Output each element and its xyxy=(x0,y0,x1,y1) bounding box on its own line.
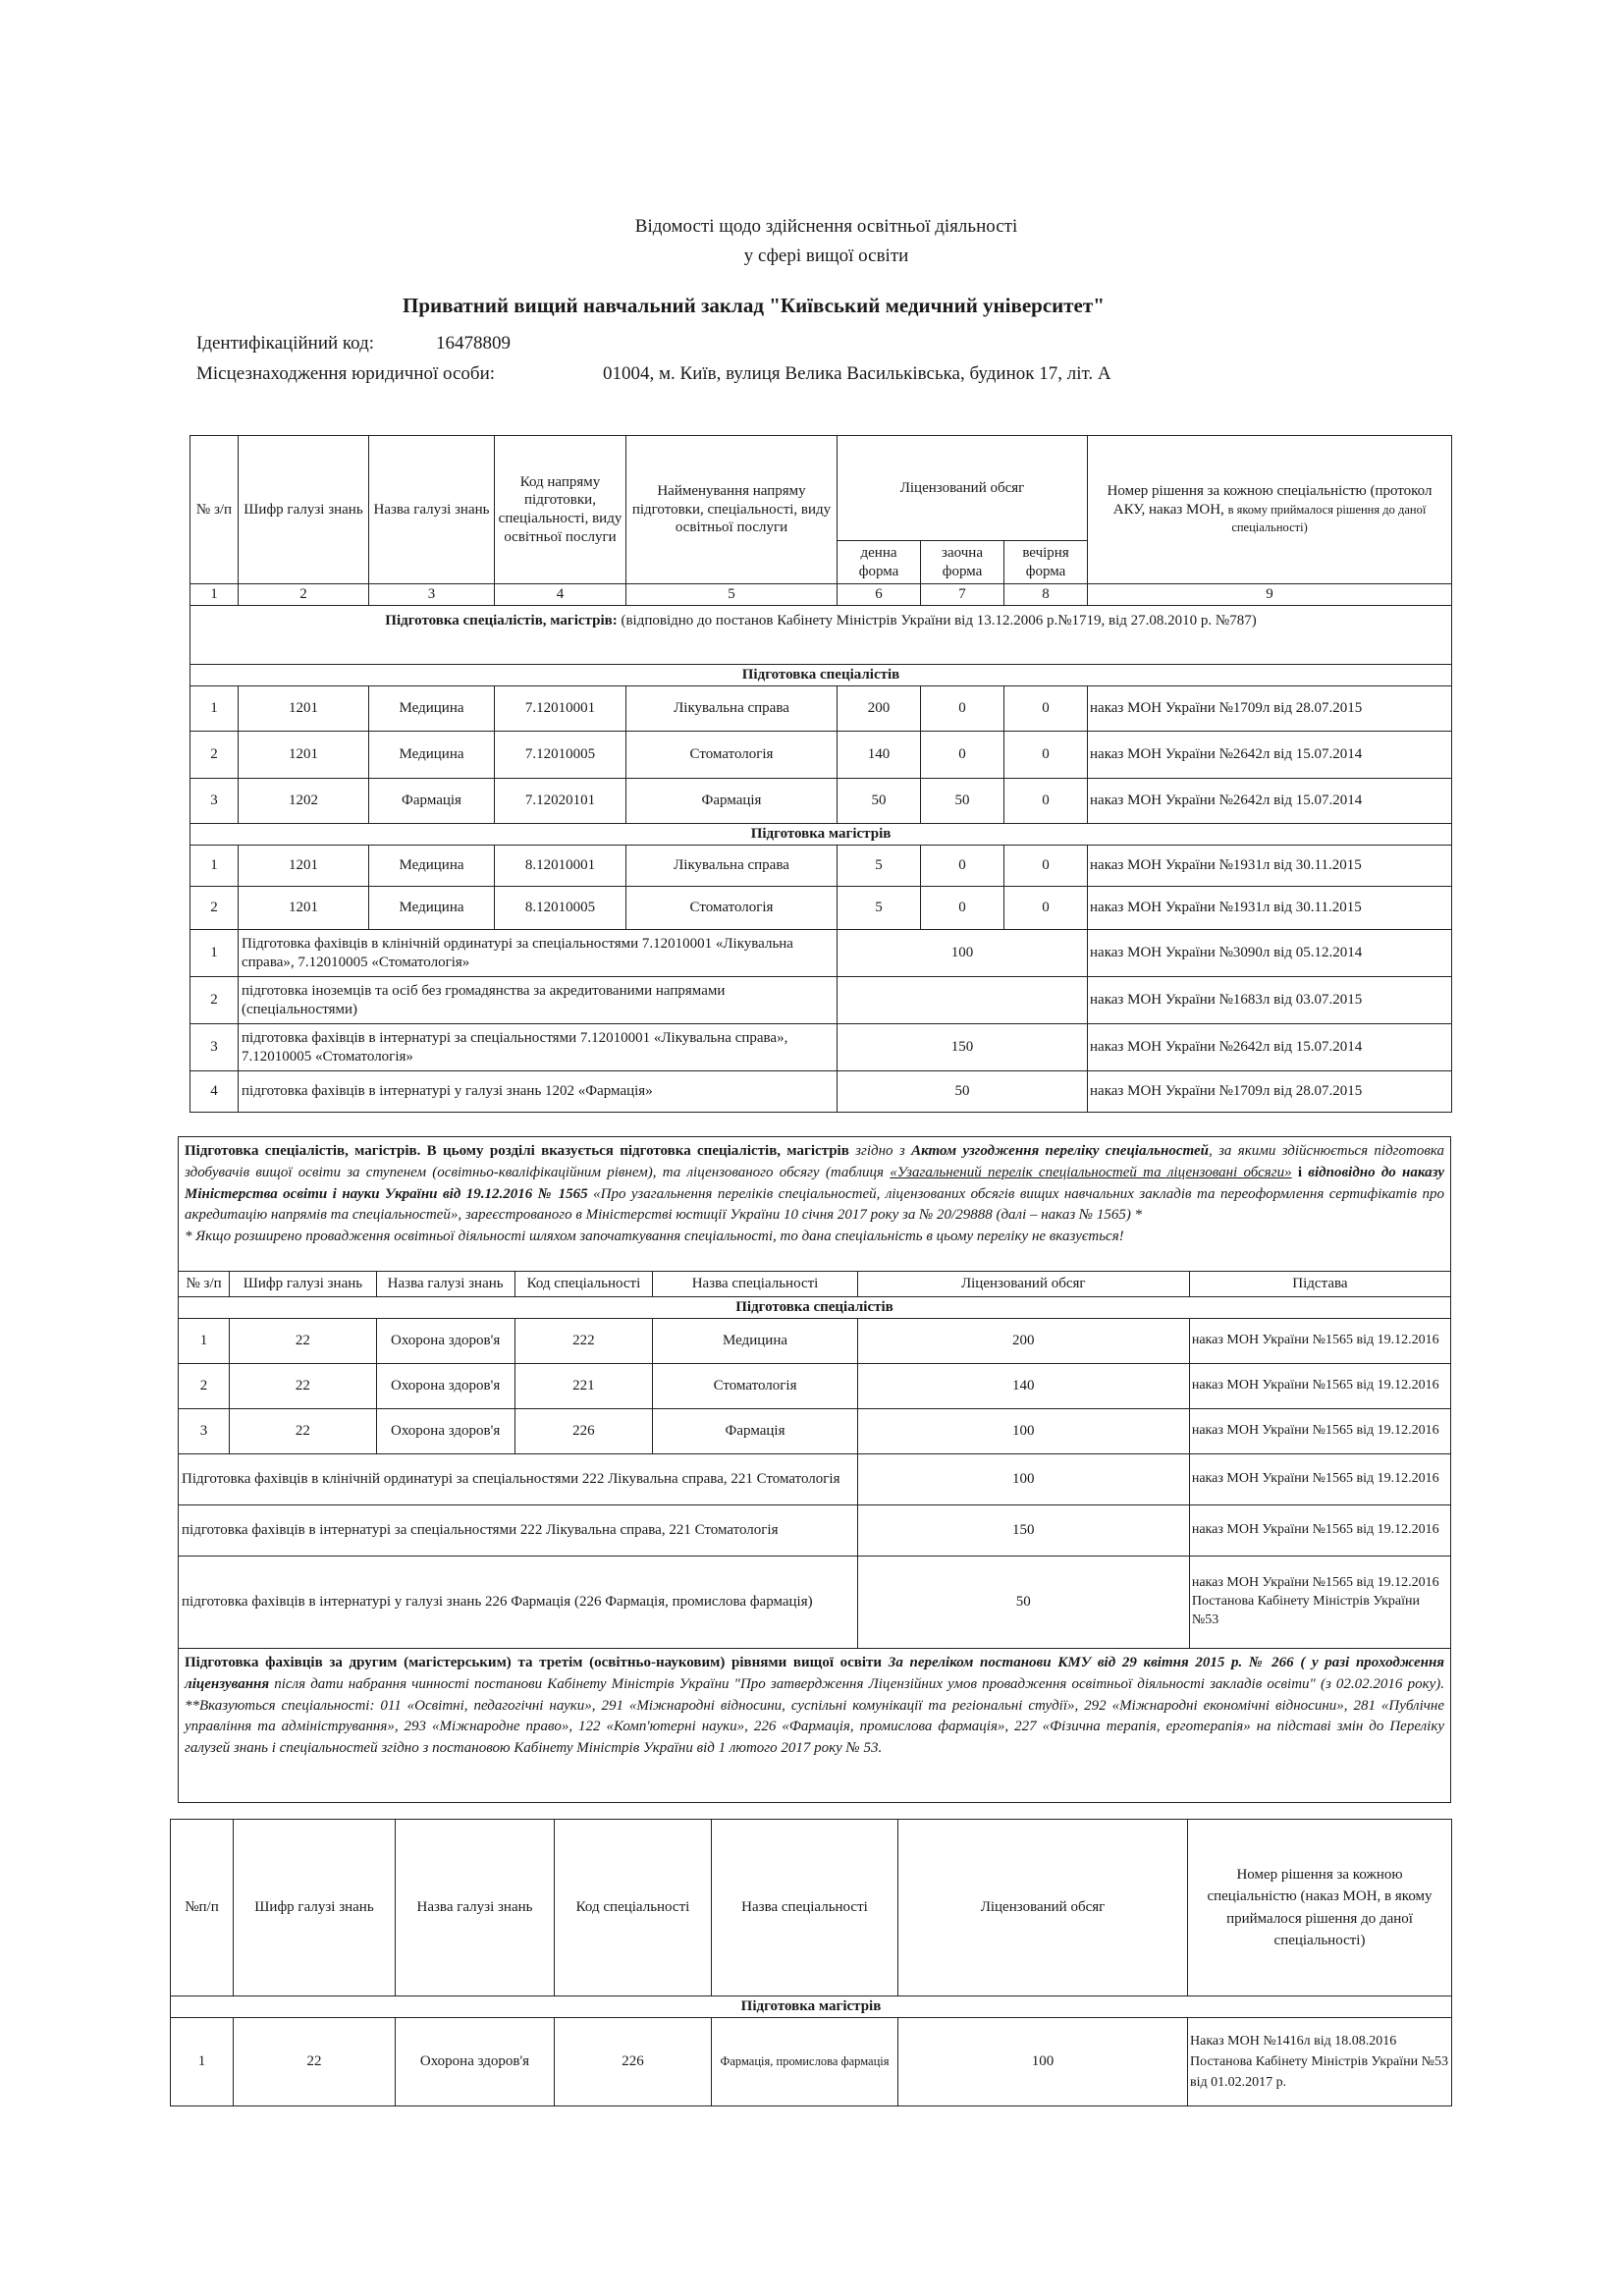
cell-field-name: Фармація xyxy=(369,779,495,824)
header-direction-name: Найменування напряму підготовки, спеціальності, виду освітньої послуги xyxy=(626,436,838,584)
cell-volume: 100 xyxy=(898,2018,1188,2106)
note1-italic: згідно з xyxy=(855,1143,912,1159)
note1-bold: Підготовка спеціалістів, магістрів. В цьому розділі вказується підготовка спеціалістів, магістрів xyxy=(185,1143,856,1159)
cell-decision: наказ МОН України №2642л від 15.07.2014 xyxy=(1088,732,1452,779)
cell-basis: наказ МОН України №1565 від 19.12.2016 xyxy=(1189,1505,1450,1557)
cell-extramural: 0 xyxy=(921,887,1004,930)
cell-field-name: Охорона здоров'я xyxy=(396,2018,555,2106)
cell-num: 2 xyxy=(190,732,239,779)
cell-volume: 50 xyxy=(838,1071,1088,1113)
header-licensed-volume: Ліцензований обсяг xyxy=(857,1272,1189,1297)
cell-description: підготовка іноземців та осіб без громадянства за акредитованими напрямами (спеціальностями) xyxy=(239,977,838,1024)
cell-field-code: 1202 xyxy=(239,779,369,824)
note2-italic: після дати набрання чинності постанови Кабінету Міністрів України "Про затвердження Ліцензійних умов провадження освітньої діяльності закладів освіти" (з 02.02.2016 року). **Вказуються спеціальності: 011 «Освітні, педагогічні науки», 291 «Міжнародні відносини, суспільні комунікації та регіональні студії», 292 «Міжнародні економічні відносини», 281 «Публічне управління та адміністрування», 293 «Міжнародне право», 122 «Комп'ютерні науки», 226 «Фармація, промислова фармація», 227 «Фізична терапія, ерготерапія» на підставі змін до Переліку галузей знань і спеціальностей згідно з постановою Кабінету Міністрів України від 1 лютого 2017 року № 53. xyxy=(185,1675,1444,1756)
cell-field-name: Охорона здоров'я xyxy=(376,1409,514,1454)
cell-volume: 100 xyxy=(838,930,1088,977)
cell-day: 5 xyxy=(838,887,921,930)
header-num: № з/п xyxy=(190,436,239,584)
header-decision-main: Номер рішення за кожною спеціальністю (протокол АКУ, наказ МОН, xyxy=(1107,482,1433,518)
note1-act-link: Актом узгодження переліку спеціальностей xyxy=(911,1143,1209,1159)
cell-evening: 0 xyxy=(1004,779,1088,824)
cell-extramural: 0 xyxy=(921,846,1004,887)
note2-bold: Підготовка фахівців за другим (магістерським) та третім (освітньо-науковим) рівнями вищої освіти xyxy=(185,1655,889,1670)
section-specialists: Підготовка спеціалістів xyxy=(190,665,1452,686)
cell-volume: 150 xyxy=(857,1505,1189,1557)
header-field-name: Назва галузі знань xyxy=(396,1820,555,1996)
cell-name: Лікувальна справа xyxy=(626,686,838,732)
table-row xyxy=(190,930,1452,977)
cell-volume: 150 xyxy=(838,1024,1088,1071)
note1-footnote: * Якщо розширено провадження освітньої діяльності шляхом започаткування спеціальності, то дана спеціальність в цьому переліку не вказується! xyxy=(185,1229,1124,1244)
masters-programs-table xyxy=(170,1819,1452,2106)
id-code-label: Ідентифікаційний код: xyxy=(196,333,375,354)
cell-field-name: Медицина xyxy=(369,686,495,732)
note1-italic2: , за якими здійснюється підготовка здобувачів вищої освіти за ступенем (освітньо-кваліфікаційним рівнем), та ліцензованого обсягу (таблиця xyxy=(185,1143,1444,1180)
cell-field-code: 22 xyxy=(230,1319,377,1364)
cell-volume: 140 xyxy=(857,1364,1189,1409)
cell-volume: 200 xyxy=(857,1319,1189,1364)
cell-code: 7.12020101 xyxy=(495,779,626,824)
table-row xyxy=(171,2018,1452,2106)
location-value: 01004, м. Київ, вулиця Велика Васильківська, будинок 17, літ. А xyxy=(603,363,1111,384)
cell-field-name: Охорона здоров'я xyxy=(376,1319,514,1364)
section-masters: Підготовка магістрів xyxy=(190,824,1452,846)
header-spec-code: Код спеціальності xyxy=(555,1820,712,1996)
cell-basis: наказ МОН України №1565 від 19.12.2016 xyxy=(1189,1409,1450,1454)
header-field-code: Шифр галузі знань xyxy=(239,436,369,584)
cell-decision: наказ МОН України №1931л від 30.11.2015 xyxy=(1088,846,1452,887)
cell-num: 3 xyxy=(190,1024,239,1071)
column-numbers-row xyxy=(190,584,1452,606)
cell-evening: 0 xyxy=(1004,732,1088,779)
cell-volume: 100 xyxy=(857,1454,1189,1505)
cell-field-name: Медицина xyxy=(369,887,495,930)
cell-basis: наказ МОН України №1565 від 19.12.2016 xyxy=(1189,1319,1450,1364)
cell-name: Стоматологія xyxy=(626,887,838,930)
header-num: № з/п xyxy=(179,1272,230,1297)
cell-code: 8.12010001 xyxy=(495,846,626,887)
header-decision xyxy=(1088,436,1452,584)
organization-name: Приватний вищий навчальний заклад "Київський медичний університет" xyxy=(403,294,1105,317)
cell-spec-code: 226 xyxy=(555,2018,712,2106)
cell-name: Лікувальна справа xyxy=(626,846,838,887)
table-row xyxy=(190,1024,1452,1071)
cell-description: підготовка фахівців в інтернатурі за спеціальностями 7.12010001 «Лікувальна справа», 7.12010005 «Стоматологія» xyxy=(239,1024,838,1071)
cell-field-code: 22 xyxy=(234,2018,396,2106)
cell-extramural: 0 xyxy=(921,686,1004,732)
header-num: №п/п xyxy=(171,1820,234,1996)
cell-field-name: Охорона здоров'я xyxy=(376,1364,514,1409)
header-evening-form: вечірня форма xyxy=(1004,541,1088,584)
col-number: 6 xyxy=(838,584,921,606)
table-row xyxy=(190,779,1452,824)
table-row xyxy=(190,1071,1452,1113)
cell-basis: наказ МОН України №1565 від 19.12.2016 Постанова Кабінету Міністрів України №53 xyxy=(1189,1557,1450,1649)
cell-spec-code: 221 xyxy=(514,1364,653,1409)
cell-basis: наказ МОН України №1565 від 19.12.2016 xyxy=(1189,1364,1450,1409)
cell-decision: наказ МОН України №3090л від 05.12.2014 xyxy=(1088,930,1452,977)
cell-extramural: 50 xyxy=(921,779,1004,824)
cell-decision: наказ МОН України №2642л від 15.07.2014 xyxy=(1088,779,1452,824)
cell-num: 1 xyxy=(171,2018,234,2106)
cell-description: підготовка фахівців в інтернатурі за спеціальностями 222 Лікувальна справа, 221 Стоматологія xyxy=(179,1505,858,1557)
table1-intro-bold: Підготовка спеціалістів, магістрів: xyxy=(385,613,618,629)
cell-evening: 0 xyxy=(1004,686,1088,732)
cell-decision: наказ МОН України №1931л від 30.11.2015 xyxy=(1088,887,1452,930)
cell-spec-name: Фармація, промислова фармація xyxy=(712,2018,898,2106)
cell-decision: наказ МОН України №2642л від 15.07.2014 xyxy=(1088,1024,1452,1071)
header-extramural-form: заочна форма xyxy=(921,541,1004,584)
section-masters: Підготовка магістрів xyxy=(171,1996,1452,2018)
cell-num: 2 xyxy=(190,887,239,930)
licensed-programs-table-old xyxy=(189,435,1452,1113)
cell-num: 2 xyxy=(190,977,239,1024)
note-second-third-level xyxy=(179,1649,1451,1803)
cell-extramural: 0 xyxy=(921,732,1004,779)
table-row xyxy=(190,732,1452,779)
header-day-form: денна форма xyxy=(838,541,921,584)
cell-volume xyxy=(838,977,1088,1024)
cell-description: підготовка фахівців в інтернатурі у галузі знань 1202 «Фармація» xyxy=(239,1071,838,1113)
note1-italic3: «Про узагальнення переліків спеціальностей, ліцензованих обсягів вищих навчальних закладів та переоформлення сертифікатів про акредитацію напрямів та спеціальностей», зареєстрованого в Міністерстві юстиції України 10 січня 2017 року за № 20/29888 (далі – наказ № 1565) * xyxy=(185,1185,1444,1224)
col-number: 1 xyxy=(190,584,239,606)
licensed-programs-table-new xyxy=(178,1136,1451,1803)
location-label: Місцезнаходження юридичної особи: xyxy=(196,363,496,384)
cell-field-code: 22 xyxy=(230,1409,377,1454)
header-direction-code: Код напряму підготовки, спеціальності, виду освітньої послуги xyxy=(495,436,626,584)
table-row xyxy=(179,1409,1451,1454)
table-row xyxy=(190,977,1452,1024)
table-row xyxy=(190,686,1452,732)
cell-field-name: Медицина xyxy=(369,732,495,779)
header-field-name: Назва галузі знань xyxy=(376,1272,514,1297)
cell-field-code: 1201 xyxy=(239,846,369,887)
note1-and: і xyxy=(1291,1164,1309,1180)
cell-day: 50 xyxy=(838,779,921,824)
table1-intro-text: (відповідно до постанов Кабінету Міністрів України від 13.12.2006 р.№1719, від 27.08.2010 р. №787) xyxy=(617,613,1257,629)
col-number: 2 xyxy=(239,584,369,606)
cell-field-code: 1201 xyxy=(239,887,369,930)
section-specialists: Підготовка спеціалістів xyxy=(179,1297,1451,1319)
cell-code: 8.12010005 xyxy=(495,887,626,930)
cell-name: Фармація xyxy=(626,779,838,824)
cell-description: підготовка фахівців в інтернатурі у галузі знань 226 Фармація (226 Фармація, промислова фармація) xyxy=(179,1557,858,1649)
cell-code: 7.12010001 xyxy=(495,686,626,732)
cell-volume: 50 xyxy=(857,1557,1189,1649)
cell-evening: 0 xyxy=(1004,846,1088,887)
note1-order-ref: відповідно до наказу Міністерства освіти і науки України від 19.12.2016 № 1565 xyxy=(185,1164,1444,1202)
cell-num: 2 xyxy=(179,1364,230,1409)
cell-num: 1 xyxy=(190,930,239,977)
cell-field-code: 1201 xyxy=(239,686,369,732)
cell-basis: наказ МОН України №1565 від 19.12.2016 xyxy=(1189,1454,1450,1505)
id-code-value: 16478809 xyxy=(436,333,511,354)
document-title-line1: Відомості щодо здійснення освітньої діяльності xyxy=(634,216,1018,237)
col-number: 5 xyxy=(626,584,838,606)
col-number: 7 xyxy=(921,584,1004,606)
cell-description: Підготовка фахівців в клінічній ординатурі за спеціальностями 222 Лікувальна справа, 221 Стоматологія xyxy=(179,1454,858,1505)
header-spec-name: Назва спеціальності xyxy=(712,1820,898,1996)
cell-num: 3 xyxy=(179,1409,230,1454)
cell-day: 5 xyxy=(838,846,921,887)
table-row xyxy=(179,1557,1451,1649)
note-specialists-masters xyxy=(179,1137,1451,1272)
col-number: 9 xyxy=(1088,584,1452,606)
header-basis: Підстава xyxy=(1189,1272,1450,1297)
header-spec-name: Назва спеціальності xyxy=(653,1272,857,1297)
cell-num: 3 xyxy=(190,779,239,824)
header-spec-code: Код спеціальності xyxy=(514,1272,653,1297)
cell-code: 7.12010005 xyxy=(495,732,626,779)
cell-name: Стоматологія xyxy=(626,732,838,779)
header-licensed-volume: Ліцензований обсяг xyxy=(898,1820,1188,1996)
header-field-name: Назва галузі знань xyxy=(369,436,495,584)
header-decision-small: в якому приймалося рішення до даної спеціальності) xyxy=(1227,502,1427,535)
col-number: 8 xyxy=(1004,584,1088,606)
table-row xyxy=(179,1319,1451,1364)
document-title-line2: у сфері вищої освіти xyxy=(743,246,909,266)
cell-decision: наказ МОН України №1683л від 03.07.2015 xyxy=(1088,977,1452,1024)
cell-field-code: 22 xyxy=(230,1364,377,1409)
cell-description: Підготовка фахівців в клінічній ординатурі за спеціальностями 7.12010001 «Лікувальна справа», 7.12010005 «Стоматологія» xyxy=(239,930,838,977)
note2-bold-italic: За переліком постанови КМУ від 29 квітня 2015 р. № 266 ( у разі проходження ліцензування xyxy=(185,1655,1444,1692)
cell-spec-name: Стоматологія xyxy=(653,1364,857,1409)
cell-spec-code: 222 xyxy=(514,1319,653,1364)
col-number: 4 xyxy=(495,584,626,606)
header-licensed-volume: Ліцензований обсяг xyxy=(838,436,1088,541)
cell-evening: 0 xyxy=(1004,887,1088,930)
table-row xyxy=(179,1505,1451,1557)
table1-intro xyxy=(190,606,1452,665)
cell-spec-name: Медицина xyxy=(653,1319,857,1364)
cell-day: 140 xyxy=(838,732,921,779)
table-row xyxy=(179,1454,1451,1505)
note1-table-ref: «Узагальнений перелік спеціальностей та ліцензовані обсяги» xyxy=(890,1164,1292,1180)
cell-num: 1 xyxy=(190,686,239,732)
cell-num: 4 xyxy=(190,1071,239,1113)
header-field-code: Шифр галузі знань xyxy=(230,1272,377,1297)
col-number: 3 xyxy=(369,584,495,606)
header-decision: Номер рішення за кожною спеціальністю (наказ МОН, в якому приймалося рішення до даної спеціальності) xyxy=(1188,1820,1452,1996)
cell-volume: 100 xyxy=(857,1409,1189,1454)
cell-spec-name: Фармація xyxy=(653,1409,857,1454)
header-field-code: Шифр галузі знань xyxy=(234,1820,396,1996)
table-row xyxy=(190,846,1452,887)
cell-decision: наказ МОН України №1709л від 28.07.2015 xyxy=(1088,686,1452,732)
table-row xyxy=(190,887,1452,930)
cell-decision: Наказ МОН №1416л від 18.08.2016 Постанова Кабінету Міністрів України №53 від 01.02.2017 р. xyxy=(1188,2018,1452,2106)
cell-field-name: Медицина xyxy=(369,846,495,887)
cell-field-code: 1201 xyxy=(239,732,369,779)
cell-decision: наказ МОН України №1709л від 28.07.2015 xyxy=(1088,1071,1452,1113)
table-row xyxy=(179,1364,1451,1409)
cell-num: 1 xyxy=(179,1319,230,1364)
cell-spec-code: 226 xyxy=(514,1409,653,1454)
cell-num: 1 xyxy=(190,846,239,887)
cell-day: 200 xyxy=(838,686,921,732)
